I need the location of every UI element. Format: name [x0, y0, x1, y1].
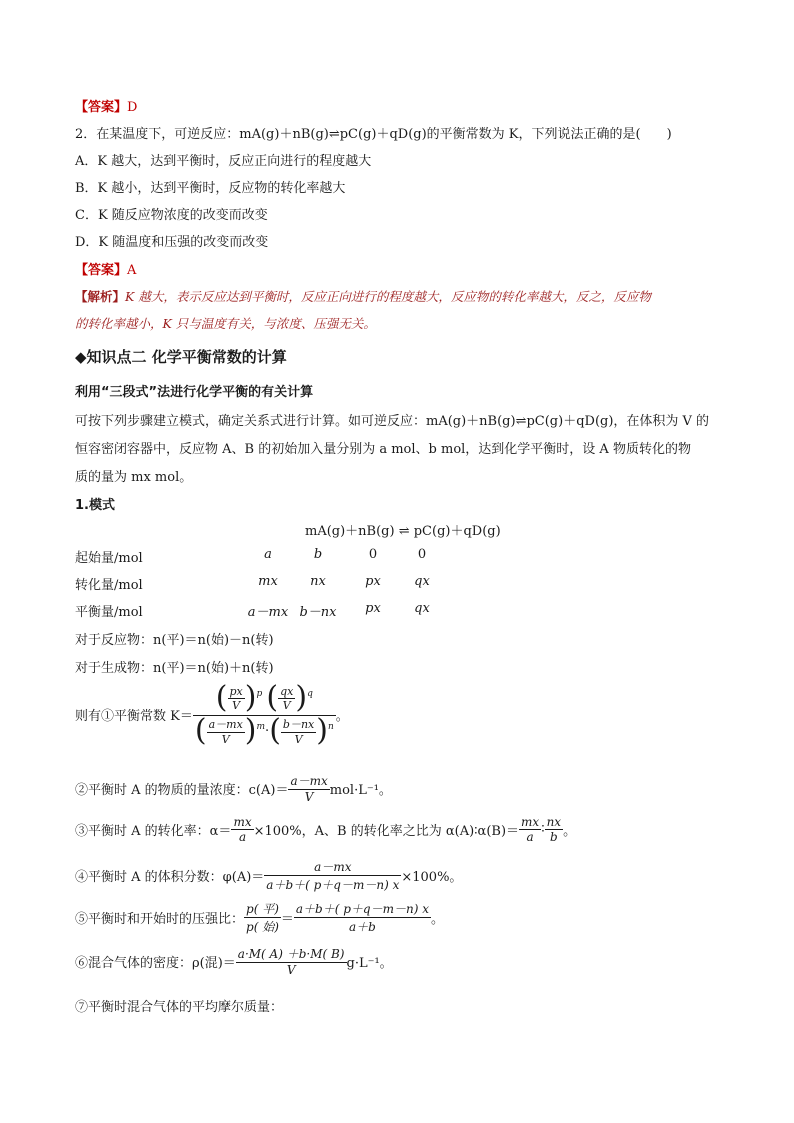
f3-r2-den: b [549, 830, 558, 844]
cell: a [264, 547, 272, 562]
cell: nx [310, 574, 326, 589]
section-subtitle: 利用“三段式”法进行化学平衡的有关计算 [75, 385, 314, 400]
f3-ratio2 [545, 815, 564, 844]
f2-num: a－mx [290, 774, 328, 788]
f5-prefix: ⑤平衡时和开始时的压强比： [75, 912, 245, 927]
analysis-line-2: 的转化率越小，K 只与温度有关，与浓度、压强无关。 [75, 316, 376, 331]
k-den1-bottom: V [221, 733, 230, 746]
f5-right [294, 900, 431, 935]
formula-density [75, 945, 393, 977]
f4-suffix: ×100%。 [401, 870, 463, 885]
formula-pressure-ratio [75, 900, 444, 935]
cell: a－mx [247, 605, 289, 620]
f6-den: V [286, 963, 296, 977]
k-num2-top: qx [280, 684, 294, 698]
f6-prefix: ⑥混合气体的密度：ρ(混)＝ [75, 955, 236, 971]
k-fraction [193, 680, 336, 748]
f4-fraction [264, 858, 401, 893]
analysis-line-1 [75, 287, 651, 305]
f5-r-den: a＋b [349, 920, 376, 934]
f3-r1-num: mx [521, 815, 540, 829]
k-num1-top: px [229, 684, 243, 698]
f2-fraction [288, 772, 329, 804]
k-den2-bottom: V [294, 733, 303, 746]
row-label-equilibrium: 平衡量/mol [75, 605, 143, 620]
answer-line [75, 259, 136, 278]
f3-num: mx [233, 815, 252, 829]
paragraph-line-2: 恒容密闭容器中，反应物 A、B 的初始加入量分别为 a mol、b mol，达到化学平衡时，设 A 物质转化的物 [75, 442, 691, 457]
k-end: 。 [335, 709, 349, 724]
f3-r2-num: nx [546, 815, 562, 829]
k-numerator: ( $\frac{px}{V}$ )$^p$ ( $\frac{qx}{V}$ )$^q$ [193, 683, 336, 716]
cell: b [313, 547, 323, 562]
f3-den: a [238, 830, 247, 844]
f3-ratio1 [519, 815, 541, 844]
f3-end: 。 [563, 824, 577, 839]
k-exp-p: p [256, 689, 263, 700]
f4-prefix: ④平衡时 A 的体积分数：φ(A)＝ [75, 870, 265, 885]
f5-end: 。 [430, 912, 444, 927]
cell: 0 [417, 547, 427, 562]
f2-den: V [304, 790, 314, 804]
paragraph-line-3: 质的量为 mx mol。 [75, 470, 193, 485]
cell: qx [414, 601, 430, 616]
f3-fraction [231, 815, 253, 844]
row-label-change: 转化量/mol [75, 578, 143, 593]
k-num1-bottom: V [232, 698, 241, 712]
question-stem: 2．在某温度下，可逆反应：mA(g)＋nB(g)⇌pC(g)＋qD(g)的平衡常数为 K，下列说法正确的是( ) [75, 127, 672, 142]
row-label-initial: 起始量/mol [75, 551, 143, 566]
cell: mx [258, 574, 278, 589]
k-den2-top: b－nx [282, 718, 315, 731]
f5-eq: ＝ [280, 912, 294, 927]
k-num2-bottom: V [282, 698, 291, 712]
f2-suffix: mol·L⁻¹。 [329, 782, 392, 798]
k-den1-top: a－mx [208, 718, 243, 731]
cell: px [365, 601, 381, 616]
formula-conversion [75, 815, 576, 844]
answer-value: A [127, 263, 137, 278]
f5-left [244, 900, 281, 935]
f5-r-num: a＋b＋( p＋q－m－n) x [295, 902, 429, 916]
k-denominator: ( $\frac{a-mx}{V}$ )$^m$·( $\frac{b-nx}{V}$ )$^n$ [194, 713, 334, 748]
answer-label: 【答案】 [75, 263, 128, 278]
f2-prefix: ②平衡时 A 的物质的量浓度：c(A)＝ [75, 782, 289, 798]
f6-fraction [236, 945, 347, 977]
option-b: B．K 越小，达到平衡时，反应物的转化率越大 [75, 181, 346, 196]
analysis-label: 【解析】 [75, 289, 126, 304]
answer-label: 【答案】 [75, 100, 128, 115]
formula-concentration [75, 772, 392, 804]
f5-l-num: p( 平) [246, 902, 279, 916]
product-rule: 对于生成物：n(平)＝n(始)＋n(转) [75, 661, 274, 676]
f3-r1-den: a [526, 830, 534, 844]
k-exp-q: q [307, 689, 313, 700]
k-prefix: 则有①平衡常数 K＝ [75, 709, 193, 724]
cell: b－nx [299, 605, 337, 620]
f5-l-den: p( 始) [246, 920, 279, 934]
f4-den: a＋b＋( p＋q－m－n) x [266, 878, 400, 892]
cell: qx [414, 574, 430, 589]
option-a: A．K 越大，达到平衡时，反应正向进行的程度越大 [75, 154, 372, 169]
paragraph-line-1: 可按下列步骤建立模式，确定关系式进行计算。如可逆反应：mA(g)＋nB(g)⇌pC(g)＋qD(g)，在体积为 V 的 [75, 414, 710, 429]
cell: 0 [368, 547, 378, 562]
f4-num: a－mx [264, 858, 401, 876]
formula-volume-fraction [75, 858, 462, 893]
f6-suffix: g·L⁻¹。 [346, 955, 393, 971]
f3-colon: ∶ [541, 822, 545, 837]
f6-num: a·M( A) ＋b·M( B) [237, 947, 345, 961]
reactant-rule: 对于反应物：n(平)＝n(始)－n(转) [75, 633, 274, 648]
cell: px [365, 574, 381, 589]
mode-heading: 1.模式 [75, 498, 115, 513]
analysis-text: K 越大，表示反应达到平衡时，反应正向进行的程度越大，反应物的转化率越大，反之，反应物 [125, 289, 651, 304]
answer-value: D [127, 100, 138, 115]
k-exp-m: m [256, 722, 266, 733]
f3-prefix: ③平衡时 A 的转化率：α＝ [75, 824, 232, 839]
k-exp-n: n [327, 722, 334, 733]
f3-mid: ×100%，A、B 的转化率之比为 α(A)∶α(B)＝ [253, 824, 520, 839]
prev-answer-line [75, 96, 137, 115]
formula-k [75, 680, 349, 748]
section-title: ◆知识点二 化学平衡常数的计算 [75, 348, 287, 366]
option-d: D．K 随温度和压强的改变而改变 [75, 235, 269, 250]
option-c: C．K 随反应物浓度的改变而改变 [75, 208, 268, 223]
reaction-equation: mA(g)＋nB(g) ⇌ pC(g)＋qD(g) [305, 524, 501, 539]
formula-molar-mass: ⑦平衡时混合气体的平均摩尔质量： [75, 1000, 284, 1015]
